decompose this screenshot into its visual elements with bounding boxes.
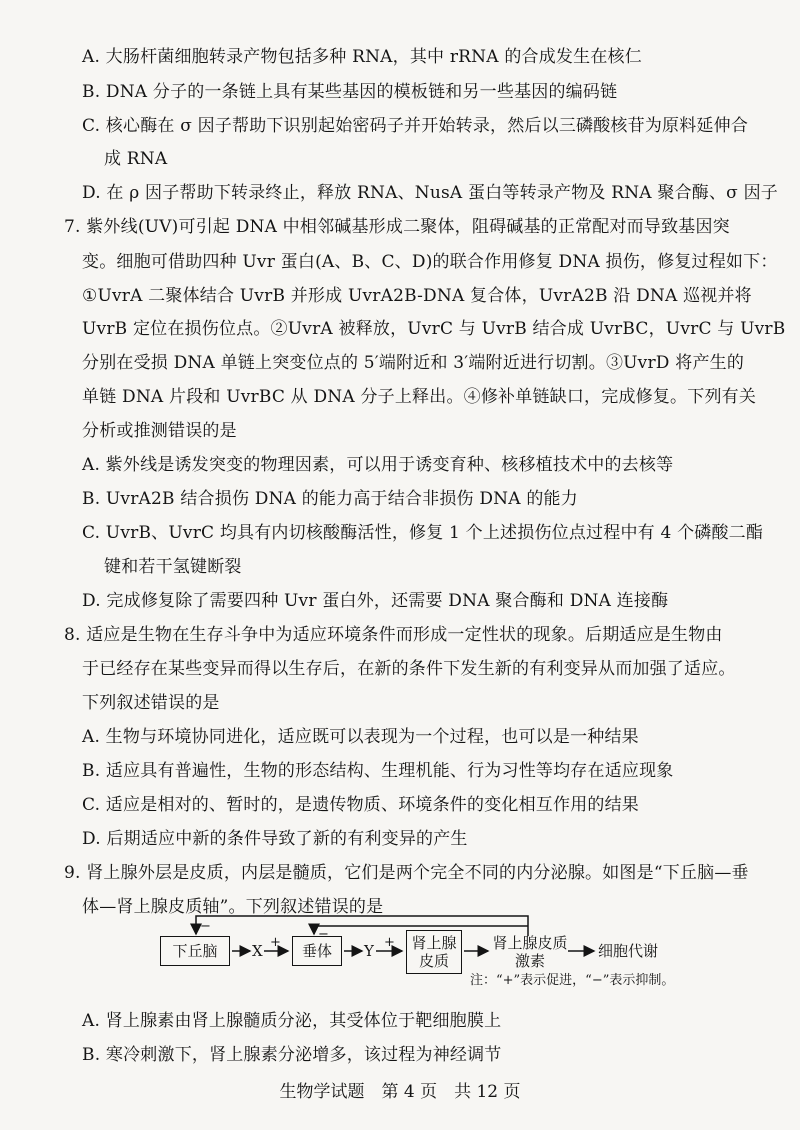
adrenal-cortex-label-line2: 皮质 (418, 952, 449, 970)
hormone-label-line1: 肾上腺皮质 (492, 934, 568, 952)
q8-stem-line2: 于已经存在某些变异而得以生存后，在新的条件下发生新的有利变异从而加强了适应。 (82, 659, 736, 679)
q7-stem-line2: 变。细胞可借助四种 Uvr 蛋白(A、B、C、D)的联合作用修复 DNA 损伤，修复过程如下： (82, 252, 778, 272)
q8-stem-line1: 8. 适应是生物在生存斗争中为适应环境条件而形成一定性状的现象。后期适应是生物由 (64, 625, 723, 645)
q7-stem-line5: 分别在受损 DNA 单链上突变位点的 5′端附近和 3′端附近进行切割。③UvrD 将产生的 (82, 353, 745, 373)
q8-option-d: D. 后期适应中新的条件导致了新的有利变异的产生 (82, 829, 468, 849)
q8-option-a: A. 生物与环境协同进化，适应既可以表现为一个过程，也可以是一种结果 (82, 727, 639, 747)
q7-option-d: D. 完成修复除了需要四种 Uvr 蛋白外，还需要 DNA 聚合酶和 DNA 连接酶 (82, 591, 669, 611)
page-footer: 生物学试题 第 4 页 共 12 页 (279, 1082, 521, 1102)
minus-sign-hypothalamus: − (200, 919, 211, 934)
q7-option-c-line2: 键和若干氢键断裂 (104, 557, 242, 577)
adrenal-cortex-label-line1: 肾上腺 (411, 934, 457, 952)
q7-stem-line6: 单链 DNA 片段和 UvrBC 从 DNA 分子上释出。④修补单链缺口，完成修复。下列有关 (82, 387, 757, 407)
plus-sign-y: + (384, 935, 395, 950)
q8-option-c: C. 适应是相对的、暂时的，是遗传物质、环境条件的变化相互作用的结果 (82, 795, 640, 815)
pituitary-label: 垂体 (301, 942, 332, 960)
q7-option-a: A. 紫外线是诱发突变的物理因素，可以用于诱变育种、核移植技术中的去核等 (82, 455, 674, 475)
q7-stem-line7: 分析或推测错误的是 (82, 421, 237, 441)
q9-stem-line1: 9. 肾上腺外层是皮质，内层是髓质，它们是两个完全不同的内分泌腺。如图是“下丘脑—垂 (64, 863, 749, 883)
q6-option-d: D. 在 ρ 因子帮助下转录终止，释放 RNA、NusA 蛋白等转录产物及 RNA 聚合酶、σ 因子 (82, 183, 778, 203)
hypothalamus-box (160, 936, 230, 966)
q7-option-b: B. UvrA2B 结合损伤 DNA 的能力高于结合非损伤 DNA 的能力 (82, 489, 578, 509)
metabolism-label: 细胞代谢 (598, 942, 659, 960)
q6-option-b: B. DNA 分子的一条链上具有某些基因的模板链和另一些基因的编码链 (82, 82, 618, 102)
hypothalamus-label: 下丘脑 (172, 942, 218, 960)
hormone-label-line2: 激素 (514, 952, 545, 970)
minus-sign-pituitary: − (318, 927, 329, 942)
plus-sign-x: + (270, 935, 281, 950)
q6-option-a: A. 大肠杆菌细胞转录产物包括多种 RNA，其中 rRNA 的合成发生在核仁 (82, 47, 642, 67)
q8-option-b: B. 适应具有普遍性，生物的形态结构、生理机能、行为习性等均存在适应现象 (82, 761, 674, 781)
q9-option-a: A. 肾上腺素由肾上腺髓质分泌，其受体位于靶细胞膜上 (82, 1011, 502, 1031)
q6-option-c-line2: 成 RNA (104, 149, 168, 169)
q9-stem-line2: 体—肾上腺皮质轴”。下列叙述错误的是 (82, 897, 384, 917)
hormone-label (492, 934, 568, 970)
q6-option-c-line1: C. 核心酶在 σ 因子帮助下识别起始密码子并开始转录，然后以三磷酸核苷为原料延伸合 (82, 116, 749, 136)
q8-stem-line3: 下列叙述错误的是 (82, 693, 220, 713)
q9-option-b: B. 寒冷刺激下，肾上腺素分泌增多，该过程为神经调节 (82, 1045, 502, 1065)
y-label: Y (364, 942, 374, 960)
diagram-note: 注：“+”表示促进，“−”表示抑制。 (470, 973, 675, 988)
q7-option-c-line1: C. UvrB、UvrC 均具有内切核酸酶活性，修复 1 个上述损伤位点过程中有 4 个磷酸二酯 (82, 523, 764, 543)
adrenal-cortex-box (406, 930, 462, 974)
x-label: X (252, 942, 263, 960)
q7-stem-line4: UvrB 定位在损伤位点。②UvrA 被释放，UvrC 与 UvrB 结合成 UvrBC，UvrC 与 UvrB (82, 319, 786, 339)
pituitary-box (292, 936, 342, 966)
q7-stem-line3: ①UvrA 二聚体结合 UvrB 并形成 UvrA2B-DNA 复合体，UvrA2B 沿 DNA 巡视并将 (82, 286, 752, 306)
q7-stem-line1: 7. 紫外线(UV)可引起 DNA 中相邻碱基形成二聚体，阻碍碱基的正常配对而导致基因突 (64, 217, 730, 237)
